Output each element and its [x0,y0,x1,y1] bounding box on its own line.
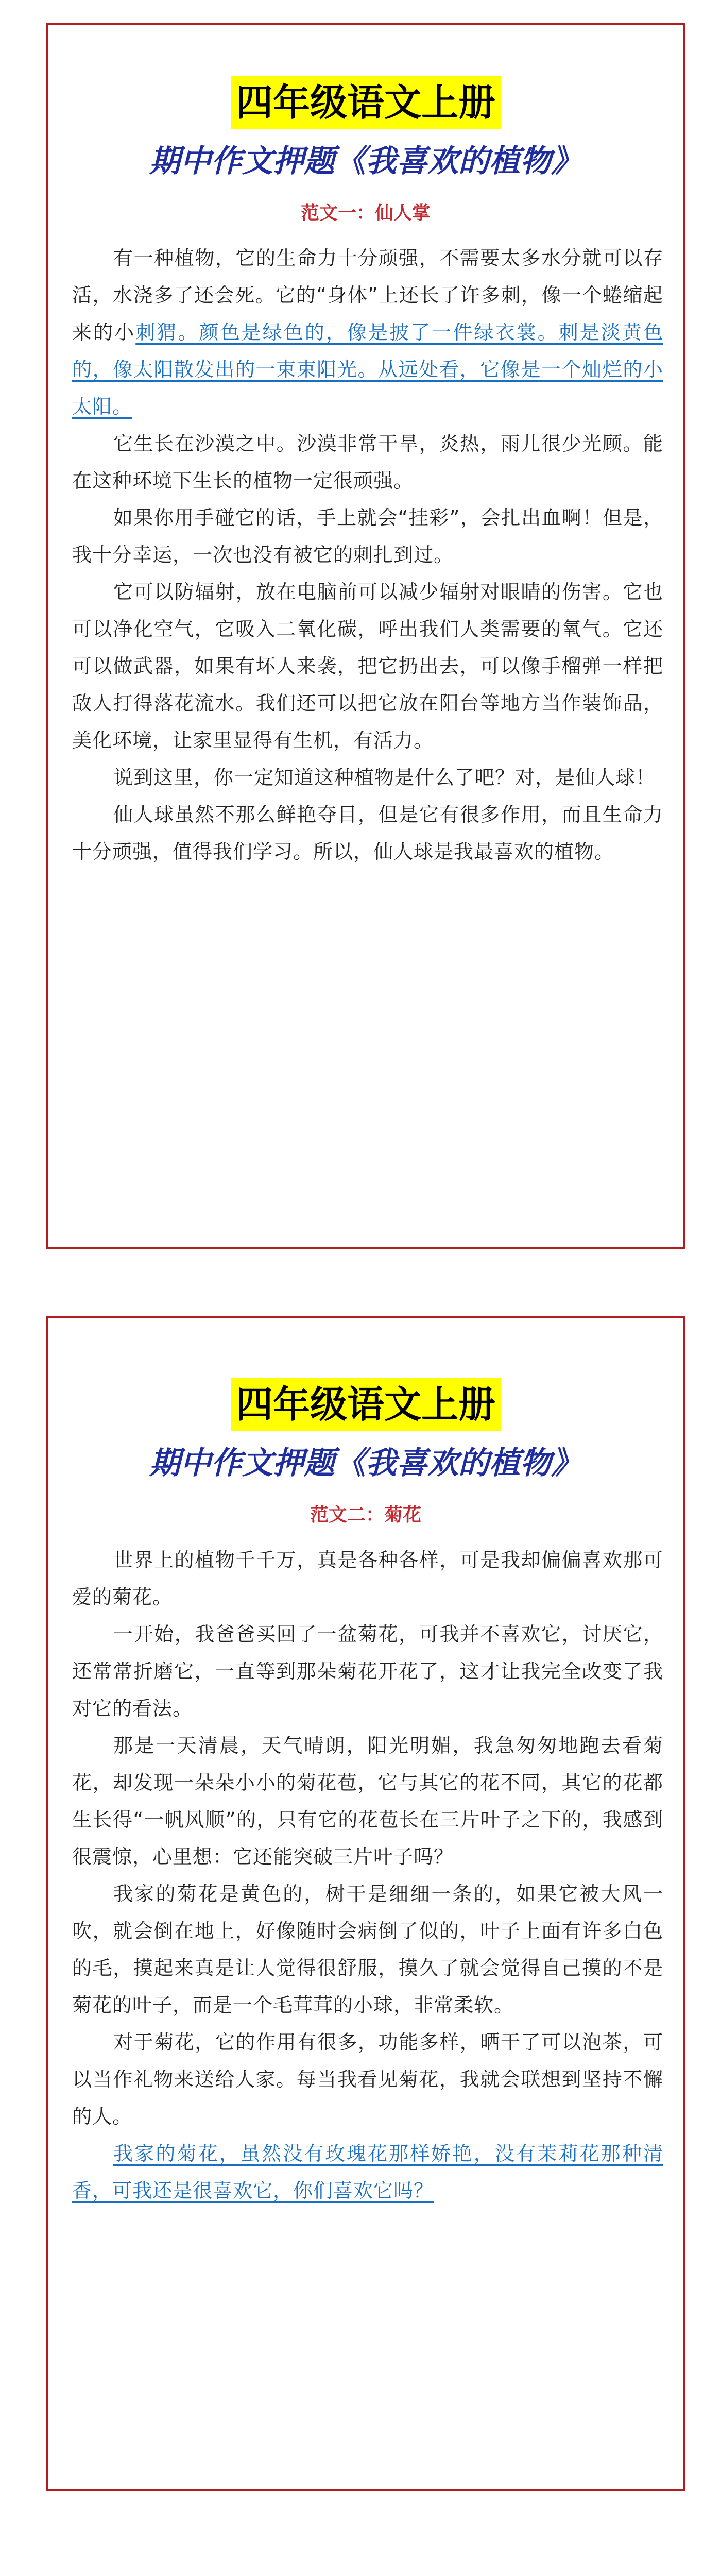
essay-page-1 [46,23,685,1249]
essay-body [48,240,683,870]
essay-paragraph [72,796,663,870]
sample-essay-label: 范文一：仙人掌 [300,202,431,224]
page-content [48,1318,683,2209]
text-segment: 那是一天清晨，天气晴朗，阳光明媚，我急匆匆地跑去看菊花，却发现一朵朵小小的菊花苞，它与其它的花不同，其它的花都生长得“一帆风顺”的，只有它的花苞长在三片叶子之下的，我感到很震惊，心里想：它还能突破三片叶子吗？ [72,1734,663,1868]
title-wrap [48,76,683,129]
essay-paragraph [72,499,663,573]
essay-paragraph [72,1727,663,1875]
essay-paragraph [72,759,663,796]
essay-body [48,1541,683,2209]
highlighted-sentence: 我家的菊花，虽然没有玫瑰花那样娇艳，没有茉莉花那种清香，可我还是很喜欢它，你们喜欢它吗？ [72,2142,663,2202]
highlighted-sentence: 刺猬。颜色是绿色的，像是披了一件绿衣裳。刺是淡黄色的，像太阳散发出的一束束阳光。从远处看，它像是一个灿烂的小太阳。 [72,321,663,418]
sample-essay-label: 范文二：菊花 [310,1504,421,1526]
text-segment: 世界上的植物千千万，真是各种各样，可是我却偏偏喜欢那可爱的菊花。 [72,1549,663,1608]
text-segment: 它可以防辐射，放在电脑前可以减少辐射对眼睛的伤害。它也可以净化空气，它吸入二氧化碳，呼出我们人类需要的氧气。它还可以做武器，如果有坏人来袭，把它扔出去，可以像手榴弹一样把敌人打得落花流水。我们还可以把它放在阳台等地方当作装饰品，美化环境，让家里显得有生机，有活力。 [72,581,663,752]
essay-paragraph [72,1616,663,1727]
essay-paragraph [72,573,663,759]
text-segment: 我家的菊花是黄色的，树干是细细一条的，如果它被大风一吹，就会倒在地上，好像随时会病倒了似的，叶子上面有许多白色的毛，摸起来真是让人觉得很舒服，摸久了就会觉得自己摸的不是菊花的叶子，而是一个毛茸茸的小球，非常柔软。 [72,1883,663,2016]
page-title: 四年级语文上册 [231,1378,501,1431]
text-segment: 对于菊花，它的作用有很多，功能多样，晒干了可以泡茶，可以当作礼物来送给人家。每当我看见菊花，我就会联想到坚持不懈的人。 [72,2031,663,2128]
essay-paragraph [72,2135,663,2209]
title-wrap [48,1378,683,1431]
essay-paragraph [72,1875,663,2024]
text-segment: 有一种植物，它的生命力十分顽强，不需要太多水分就可以存活，水浇多了还会死。它的“身体”上还长了许多刺，像一个蜷缩起来的小 [72,247,663,344]
essay-paragraph [72,2024,663,2135]
text-segment: 如果你用手碰它的话，手上就会“挂彩”，会扎出血啊！但是，我十分幸运，一次也没有被它的刺扎到过。 [72,506,663,566]
essay-paragraph [72,1541,663,1616]
page-subtitle: 期中作文押题《我喜欢的植物》 [149,143,582,179]
essay-page-2 [46,1316,685,2491]
text-segment: 仙人球虽然不那么鲜艳夺目，但是它有很多作用，而且生命力十分顽强，值得我们学习。所以，仙人球是我最喜欢的植物。 [72,803,663,863]
page-title: 四年级语文上册 [231,76,501,129]
text-segment: 一开始，我爸爸买回了一盆菊花，可我并不喜欢它，讨厌它，还常常折磨它，一直等到那朵菊花开花了，这才让我完全改变了我对它的看法。 [72,1623,663,1720]
page-content [48,25,683,870]
text-segment: 它生长在沙漠之中。沙漠非常干旱，炎热，雨儿很少光顾。能在这种环境下生长的植物一定很顽强。 [72,432,663,492]
essay-paragraph [72,240,663,425]
essay-paragraph [72,425,663,499]
page-subtitle: 期中作文押题《我喜欢的植物》 [149,1445,582,1481]
text-segment: 说到这里，你一定知道这种植物是什么了吧？对，是仙人球！ [113,766,656,789]
